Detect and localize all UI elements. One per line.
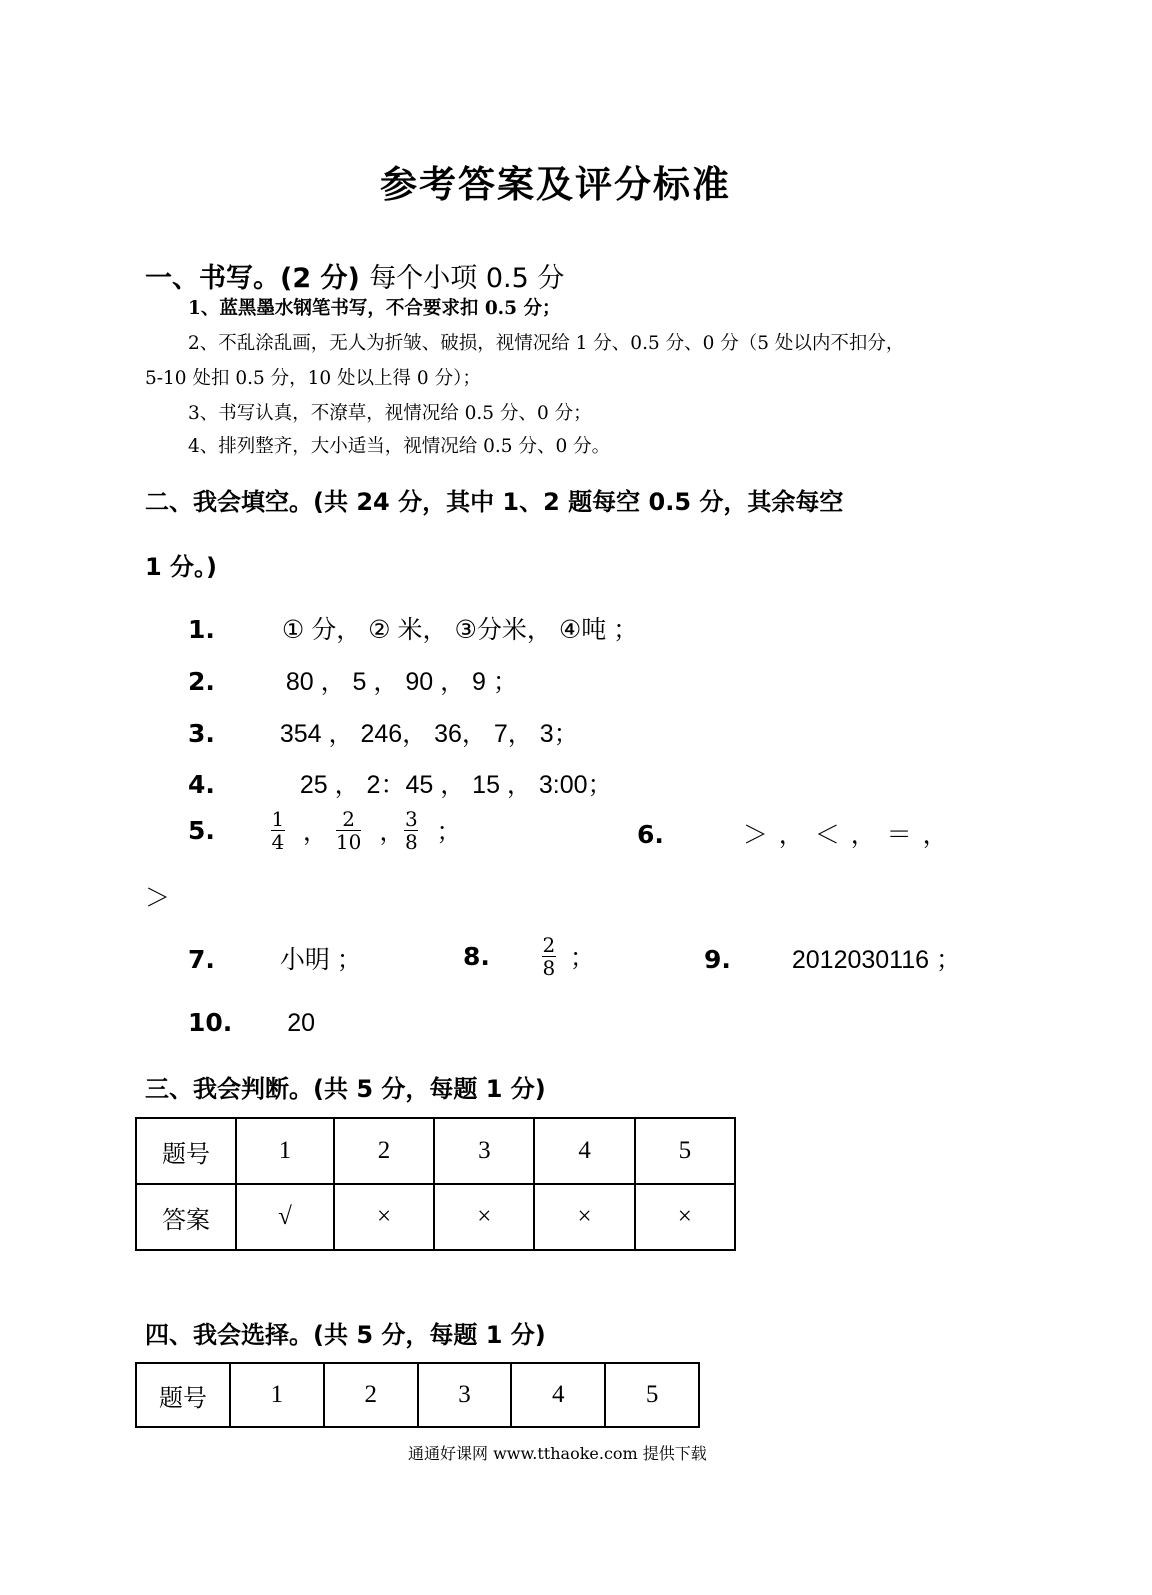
question-number: 4. <box>188 770 215 799</box>
answer-cell: × <box>334 1184 434 1250</box>
header-label: 题号 <box>136 1118 236 1184</box>
header-label: 题号 <box>136 1363 230 1427</box>
fraction-1 <box>271 808 285 853</box>
answer-cell: √ <box>236 1184 334 1250</box>
answer-cell: × <box>635 1184 735 1250</box>
answer-cell: × <box>434 1184 534 1250</box>
question-number: 8. <box>463 941 490 971</box>
denominator: 8 <box>405 829 418 854</box>
question-number-cell: 1 <box>236 1118 334 1184</box>
answer: 25 ， 2：45 ， 15 ， 3:00； <box>299 771 613 799</box>
section-1-title: 一、书写。(2 分) <box>145 263 360 294</box>
section-1-item-2-cont: 5-10 处扣 0.5 分，10 处以上得 0 分）； <box>145 368 481 389</box>
end-mark: ； <box>436 818 462 846</box>
fill-blank-q3 <box>188 714 579 750</box>
denominator: 10 <box>335 829 362 854</box>
page-title: 参考答案及评分标准 <box>380 163 731 206</box>
section-4-heading: 四、我会选择。(共 5 分，每题 1 分) <box>145 1321 546 1349</box>
footer-credit: 通通好课网 www.tthaoke.com 提供下载 <box>408 1444 707 1463</box>
question-number: 1. <box>188 615 215 644</box>
answer-cell: × <box>534 1184 634 1250</box>
fill-blank-q5 <box>188 802 461 858</box>
question-number: 9. <box>704 945 731 974</box>
fill-blank-q1 <box>188 610 638 646</box>
answer: 小明 ； <box>279 946 362 974</box>
section-3-heading: 三、我会判断。(共 5 分，每题 1 分) <box>145 1075 546 1103</box>
table-row <box>136 1363 699 1427</box>
section-2-heading-line-2: 1 分。) <box>145 553 218 581</box>
answer: ① 分， ② 米， ③分米， ④吨 ； <box>281 616 639 644</box>
separator: ， <box>302 818 328 846</box>
table-row <box>136 1118 735 1184</box>
section-1-item-1: 1、蓝黑墨水钢笔书写，不合要求扣 0.5 分； <box>188 298 561 319</box>
fill-blank-q4 <box>188 765 613 801</box>
question-number: 5. <box>188 815 215 845</box>
question-number-cell: 3 <box>434 1118 534 1184</box>
table-row <box>136 1184 735 1250</box>
question-number-cell: 4 <box>534 1118 634 1184</box>
question-number: 10. <box>188 1008 233 1037</box>
numerator: 1 <box>271 806 285 831</box>
question-number-cell: 1 <box>230 1363 324 1427</box>
section-1-rule: 每个小项 0.5 分 <box>369 263 565 294</box>
fill-blank-q6 <box>637 815 950 851</box>
question-number-cell: 2 <box>334 1118 434 1184</box>
end-mark: ； <box>569 944 595 972</box>
question-number-cell: 2 <box>324 1363 418 1427</box>
denominator: 4 <box>271 829 285 854</box>
answer-label: 答案 <box>136 1184 236 1250</box>
fraction-2 <box>336 808 361 853</box>
fill-blank-q7 <box>188 940 362 976</box>
numerator: 2 <box>542 932 556 957</box>
fraction-3 <box>404 808 418 853</box>
question-number-cell: 5 <box>605 1363 699 1427</box>
answer: 354 ， 246， 36， 7， 3； <box>279 720 579 748</box>
fill-blank-q2 <box>188 662 518 698</box>
fill-blank-q8 <box>463 928 595 984</box>
numerator: 3 <box>405 806 418 831</box>
answer: ＞ ， ＜ ， ＝ ， <box>742 821 950 849</box>
question-number-cell: 3 <box>418 1363 512 1427</box>
fraction <box>542 934 556 979</box>
question-number-cell: 5 <box>635 1118 735 1184</box>
question-number: 2. <box>188 667 215 696</box>
fill-blank-q9 <box>704 940 961 976</box>
judgement-answer-table <box>135 1117 736 1251</box>
choice-answer-table <box>135 1362 700 1428</box>
question-number: 6. <box>637 820 664 849</box>
answer: 80 ， 5 ， 90 ， 9 ； <box>285 668 518 696</box>
answer: 2012030116 ； <box>791 946 961 974</box>
question-number: 7. <box>188 945 215 974</box>
denominator: 8 <box>542 955 556 980</box>
section-2-heading-line-1: 二、我会填空。(共 24 分，其中 1、2 题每空 0.5 分，其余每空 <box>145 488 844 516</box>
question-number-cell: 4 <box>511 1363 605 1427</box>
numerator: 2 <box>342 806 356 831</box>
fill-blank-q10 <box>188 1008 315 1038</box>
section-1-item-4: 4、排列整齐，大小适当，视情况给 0.5 分、0 分。 <box>188 436 611 457</box>
section-1-item-3: 3、书写认真，不潦草，视情况给 0.5 分、0 分； <box>188 403 592 424</box>
question-number: 3. <box>188 719 215 748</box>
fill-blank-q6-cont: ＞ <box>145 884 171 912</box>
section-1-heading <box>145 256 564 295</box>
section-1-item-2: 2、不乱涂乱画，无人为折皱、破损，视情况给 1 分、0.5 分、0 分（5 处以内不扣分， <box>188 333 905 354</box>
separator: ， <box>379 818 405 846</box>
answer: 20 <box>287 1009 316 1037</box>
